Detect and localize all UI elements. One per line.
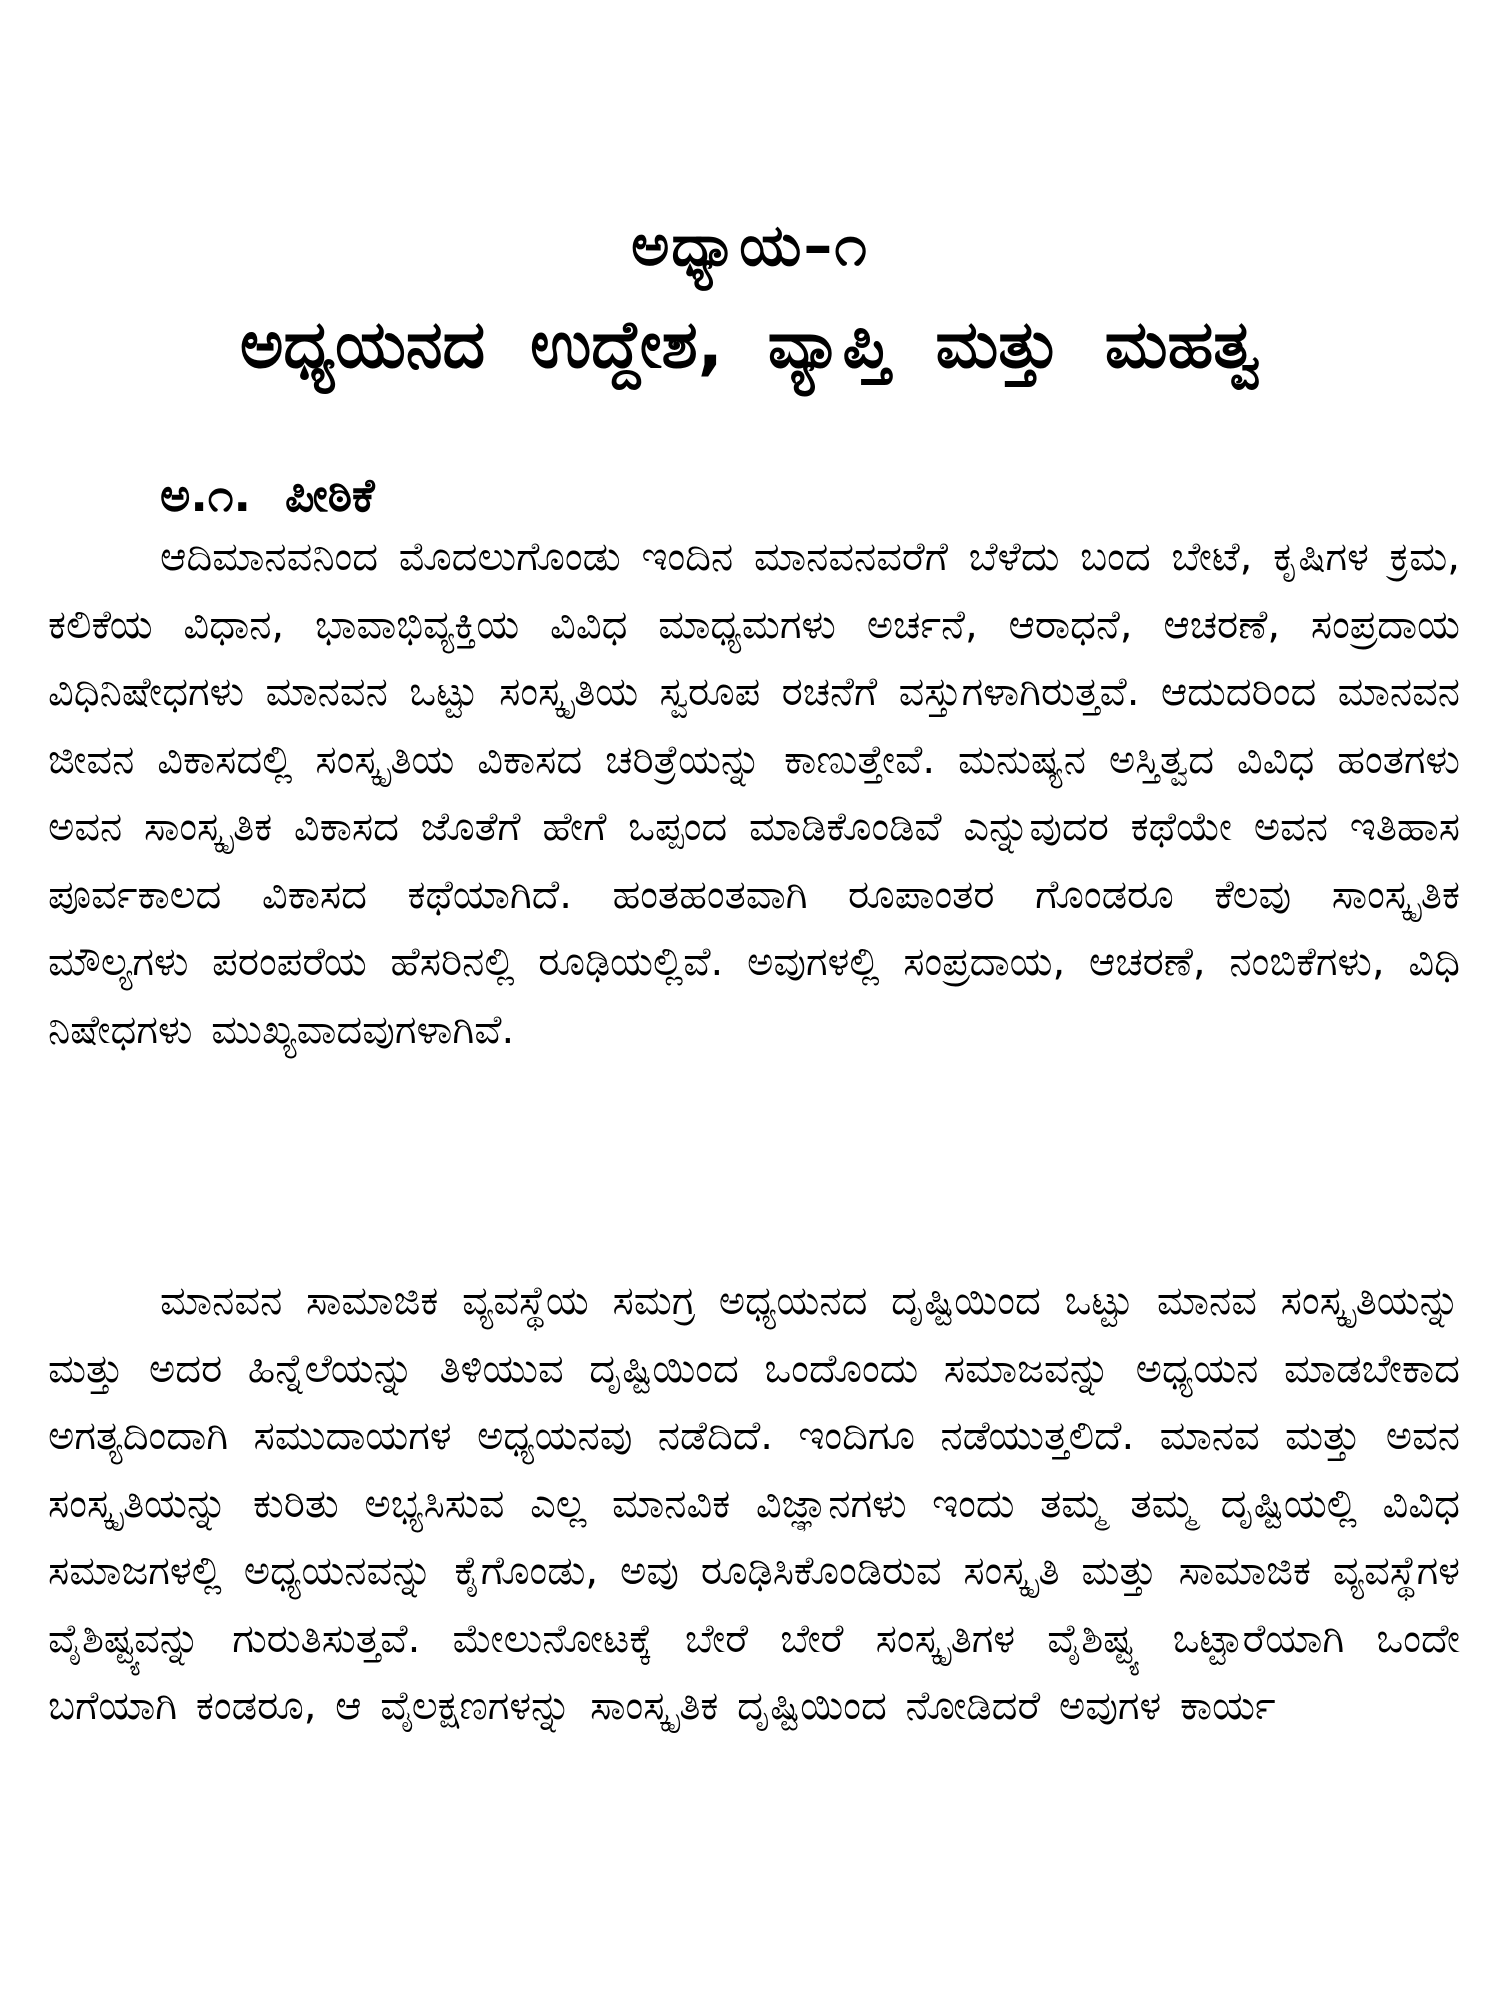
chapter-title: ಅಧ್ಯಯನದ ಉದ್ದೇಶ, ವ್ಯಾಪ್ತಿ ಮತ್ತು ಮಹತ್ವ [239, 306, 1261, 383]
body-paragraph-2: ಮಾನವನ ಸಾಮಾಜಿಕ ವ್ಯವಸ್ಥೆಯ ಸಮಗ್ರ ಅಧ್ಯಯನದ ದೃಷ್ಟಿಯಿಂದ ಒಟ್ಟು ಮಾನವ ಸಂಸ್ಕೃತಿಯನ್ನು ಮತ್ತು ಅದರ ಹಿನ್ನೆಲೆಯನ್ನು ತಿಳಿಯುವ ದೃಷ್ಟಿಯಿಂದ ಒಂದೊಂದು ಸಮಾಜವನ್ನು ಅಧ್ಯಯನ ಮಾಡಬೇಕಾದ ಅಗತ್ಯದಿಂದಾಗಿ ಸಮುದಾಯಗಳ ಅಧ್ಯಯನವು ನಡೆದಿದೆ. ಇಂದಿಗೂ ನಡೆಯುತ್ತಲಿದೆ. ಮಾನವ ಮತ್ತು ಅವನ ಸಂಸ್ಕೃತಿಯನ್ನು ಕುರಿತು ಅಭ್ಯಸಿಸುವ ಎಲ್ಲ ಮಾನವಿಕ ವಿಜ್ಞಾನಗಳು ಇಂದು ತಮ್ಮ ತಮ್ಮ ದೃಷ್ಟಿಯಲ್ಲಿ ವಿವಿಧ ಸಮಾಜಗಳಲ್ಲಿ ಅಧ್ಯಯನವನ್ನು ಕೈಗೊಂಡು, ಅವು ರೂಢಿಸಿಕೊಂಡಿರುವ ಸಂಸ್ಕೃತಿ ಮತ್ತು ಸಾಮಾಜಿಕ ವ್ಯವಸ್ಥೆಗಳ ವೈಶಿಷ್ಟ್ಯವನ್ನು ಗುರುತಿಸುತ್ತವೆ. ಮೇಲುನೋಟಕ್ಕೆ ಬೇರೆ ಬೇರೆ ಸಂಸ್ಕೃತಿಗಳ ವೈಶಿಷ್ಟ್ಯ ಒಟ್ಟಾರೆಯಾಗಿ ಒಂದೇ ಬಗೆಯಾಗಿ ಕಂಡರೂ, ಆ ವೈಲಕ್ಷಣಗಳನ್ನು ಸಾಂಸ್ಕೃತಿಕ ದೃಷ್ಟಿಯಿಂದ ನೋಡಿದರೆ ಅವುಗಳ ಕಾರ್ಯ [48, 1278, 1460, 1729]
chapter-label: ಅಧ್ಯಾಯ–೧ [631, 211, 869, 279]
body-paragraph-1: ಆದಿಮಾನವನಿಂದ ಮೊದಲುಗೊಂಡು ಇಂದಿನ ಮಾನವನವರೆಗೆ ಬೆಳೆದು ಬಂದ ಬೇಟೆ, ಕೃಷಿಗಳ ಕ್ರಮ, ಕಲಿಕೆಯ ವಿಧಾನ, ಭಾವಾಭಿವ್ಯಕ್ತಿಯ ವಿವಿಧ ಮಾಧ್ಯಮಗಳು ಅರ್ಚನೆ, ಆರಾಧನೆ, ಆಚರಣೆ, ಸಂಪ್ರದಾಯ ವಿಧಿನಿಷೇಧಗಳು ಮಾನವನ ಒಟ್ಟು ಸಂಸ್ಕೃತಿಯ ಸ್ವರೂಪ ರಚನೆಗೆ ವಸ್ತುಗಳಾಗಿರುತ್ತವೆ. ಆದುದರಿಂದ ಮಾನವನ ಜೀವನ ವಿಕಾಸದಲ್ಲಿ ಸಂಸ್ಕೃತಿಯ ವಿಕಾಸದ ಚರಿತ್ರೆಯನ್ನು ಕಾಣುತ್ತೇವೆ. ಮನುಷ್ಯನ ಅಸ್ತಿತ್ವದ ವಿವಿಧ ಹಂತಗಳು ಅವನ ಸಾಂಸ್ಕೃತಿಕ ವಿಕಾಸದ ಜೊತೆಗೆ ಹೇಗೆ ಒಪ್ಪಂದ ಮಾಡಿಕೊಂಡಿವೆ ಎನ್ನುವುದರ ಕಥೆಯೇ ಅವನ ಇತಿಹಾಸ ಪೂರ್ವಕಾಲದ ವಿಕಾಸದ ಕಥೆಯಾಗಿದೆ. ಹಂತಹಂತವಾಗಿ ರೂಪಾಂತರ ಗೊಂಡರೂ ಕೆಲವು ಸಾಂಸ್ಕೃತಿಕ ಮೌಲ್ಯಗಳು ಪರಂಪರೆಯ ಹೆಸರಿನಲ್ಲಿ ರೂಢಿಯಲ್ಲಿವೆ. ಅವುಗಳಲ್ಲಿ ಸಂಪ್ರದಾಯ, ಆಚರಣೆ, ನಂಬಿಕೆಗಳು, ವಿಧಿ ನಿಷೇಧಗಳು ಮುಖ್ಯವಾದವುಗಳಾಗಿವೆ. [48, 534, 1460, 1053]
section-heading: ಅ.೧. ಪೀಠಿಕೆ [160, 468, 375, 522]
